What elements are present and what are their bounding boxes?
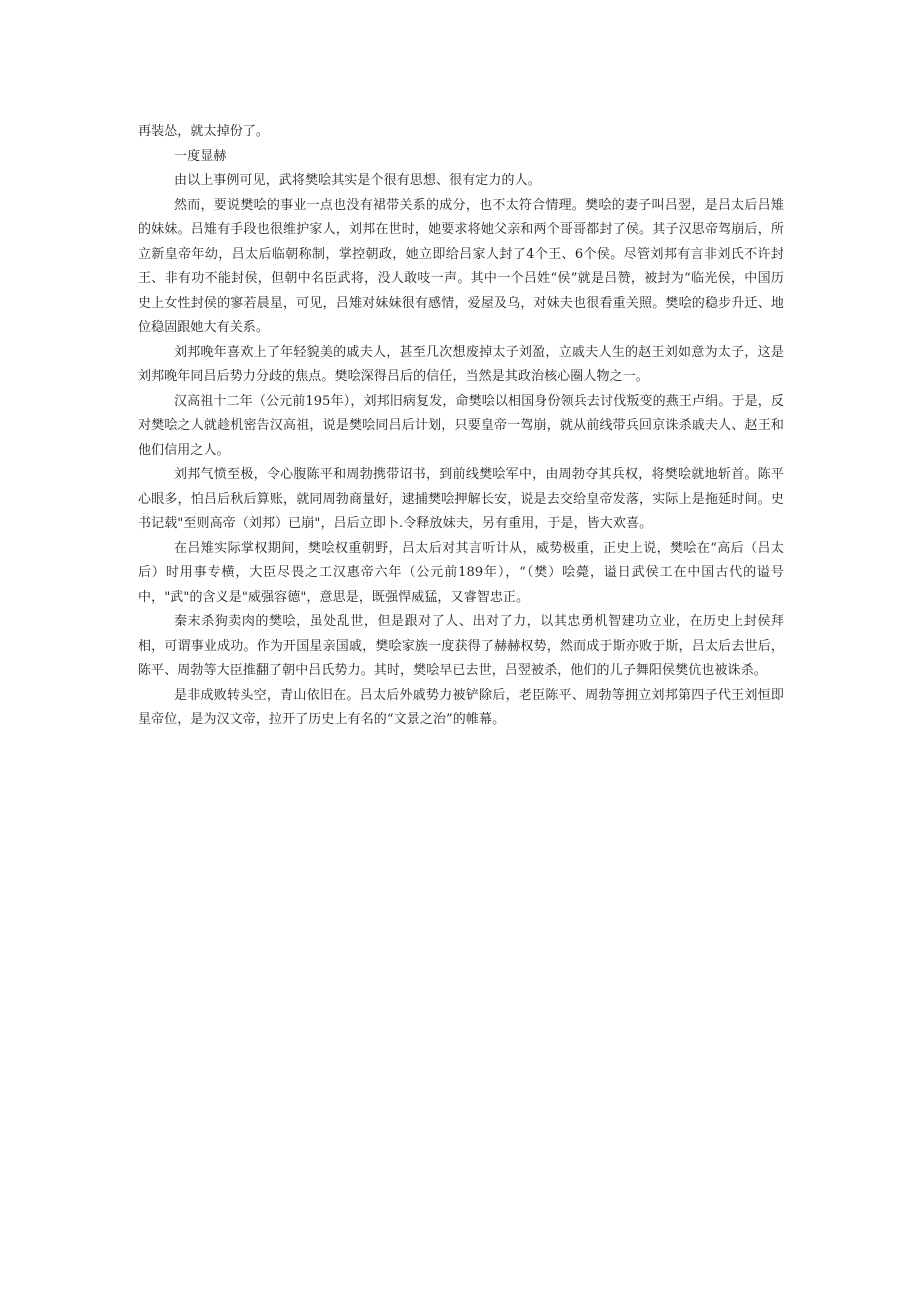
paragraph: 汉高祖十二年（公元前195年），刘邦旧病复发，命樊哙以相国身份领兵去讨伐叛变的燕王卢绢。于是，反对樊哙之人就趁机密告汉高祖，说是樊哙同吕后计划，只要皇帝一驾崩，就从前线带兵回京诛杀戚夫人、赵王和他们信用之人。 bbox=[138, 393, 784, 458]
section-heading: 一度显赫 bbox=[174, 148, 227, 164]
document-page bbox=[138, 120, 784, 733]
paragraph: 在吕雉实际掌权期间，樊哙权重朝野，吕太后对其言听计从，威势极重，正史上说，樊哙在“高后（吕太后）时用事专横，大臣尽畏之工汉惠帝六年（公元前189年），“（樊）哙薨，谥日武侯工在中国古代的谥号中，"武"的含义是"威强容德"，意思是，既强悍威猛，又睿智忠正。 bbox=[138, 540, 784, 605]
paragraph: 秦末杀狗卖肉的樊哙，虽处乱世，但是跟对了人、出对了力，以其忠勇机智建功立业，在历史上封侯拜相，可谓事业成功。作为开国星亲国戚，樊哙家族一度获得了赫赫权势，然而成于斯亦败于斯，吕太后去世后，陈平、周勃等大臣推翻了朝中吕氏势力。其时，樊哙早已去世，吕翌被杀，他们的儿子舞阳侯樊伉也被诛杀。 bbox=[138, 614, 784, 678]
paragraph: 是非成败转头空，青山依旧在。吕太后外戚势力被铲除后，老臣陈平、周勃等拥立刘邦第四子代王刘恒即星帝位，是为汉文帝，拉开了历史上有名的“文景之治”的帷幕。 bbox=[138, 687, 784, 727]
paragraph: 刘邦气愤至极，令心腹陈平和周勃携带诏书，到前线樊哙军中，由周勃夺其兵权，将樊哙就地斩首。陈平心眼多，怕吕后秋后算账，就同周勃商量好，逮捕樊哙押解长安，说是去交给皇帝发落，实际上是拖延时间。史书记载"至则高帝（刘邦）已崩"，吕后立即卜.令释放妹夫，另有重用，于是，皆大欢喜。 bbox=[138, 467, 784, 531]
paragraph: 由以上事例可见，武将樊哙其实是个很有思想、很有定力的人。 bbox=[174, 173, 541, 188]
paragraph-continued: 再装怂，就太掉份了。 bbox=[138, 124, 270, 139]
paragraph: 刘邦晚年喜欢上了年轻貌美的戚夫人，甚至几次想废掉太子刘盈，立戚夫人生的赵王刘如意为太子，这是刘邦晚年同吕后势力分歧的焦点。樊哙深得吕后的信任，当然是其政治核心圈人物之一。 bbox=[138, 344, 784, 384]
paragraph: 然而，要说樊哙的事业一点也没有裙带关系的成分，也不太符合情理。樊哙的妻子叫吕翌，是吕太后吕雉的妹妹。吕雉有手段也很维护家人，刘邦在世时，她要求将她父亲和两个哥哥都封了侯。其子汉思帝驾崩后，所立新皇帝年幼，吕太后临朝称制，掌控朝政，她立即给吕家人封了4个王、6个侯。尽管刘邦有言非刘氏不许封王、非有功不能封侯，但朝中名臣武将，没人敢吱一声。其中一个吕姓“侯”就是吕赞，被封为“临光侯，中国历史上女性封侯的寥若晨星，可见，吕雉对妹妹很有感情，爱屋及乌，对妹夫也很看重关照。樊哙的稳步升迁、地位稳固跟她大有关系。 bbox=[138, 197, 784, 335]
